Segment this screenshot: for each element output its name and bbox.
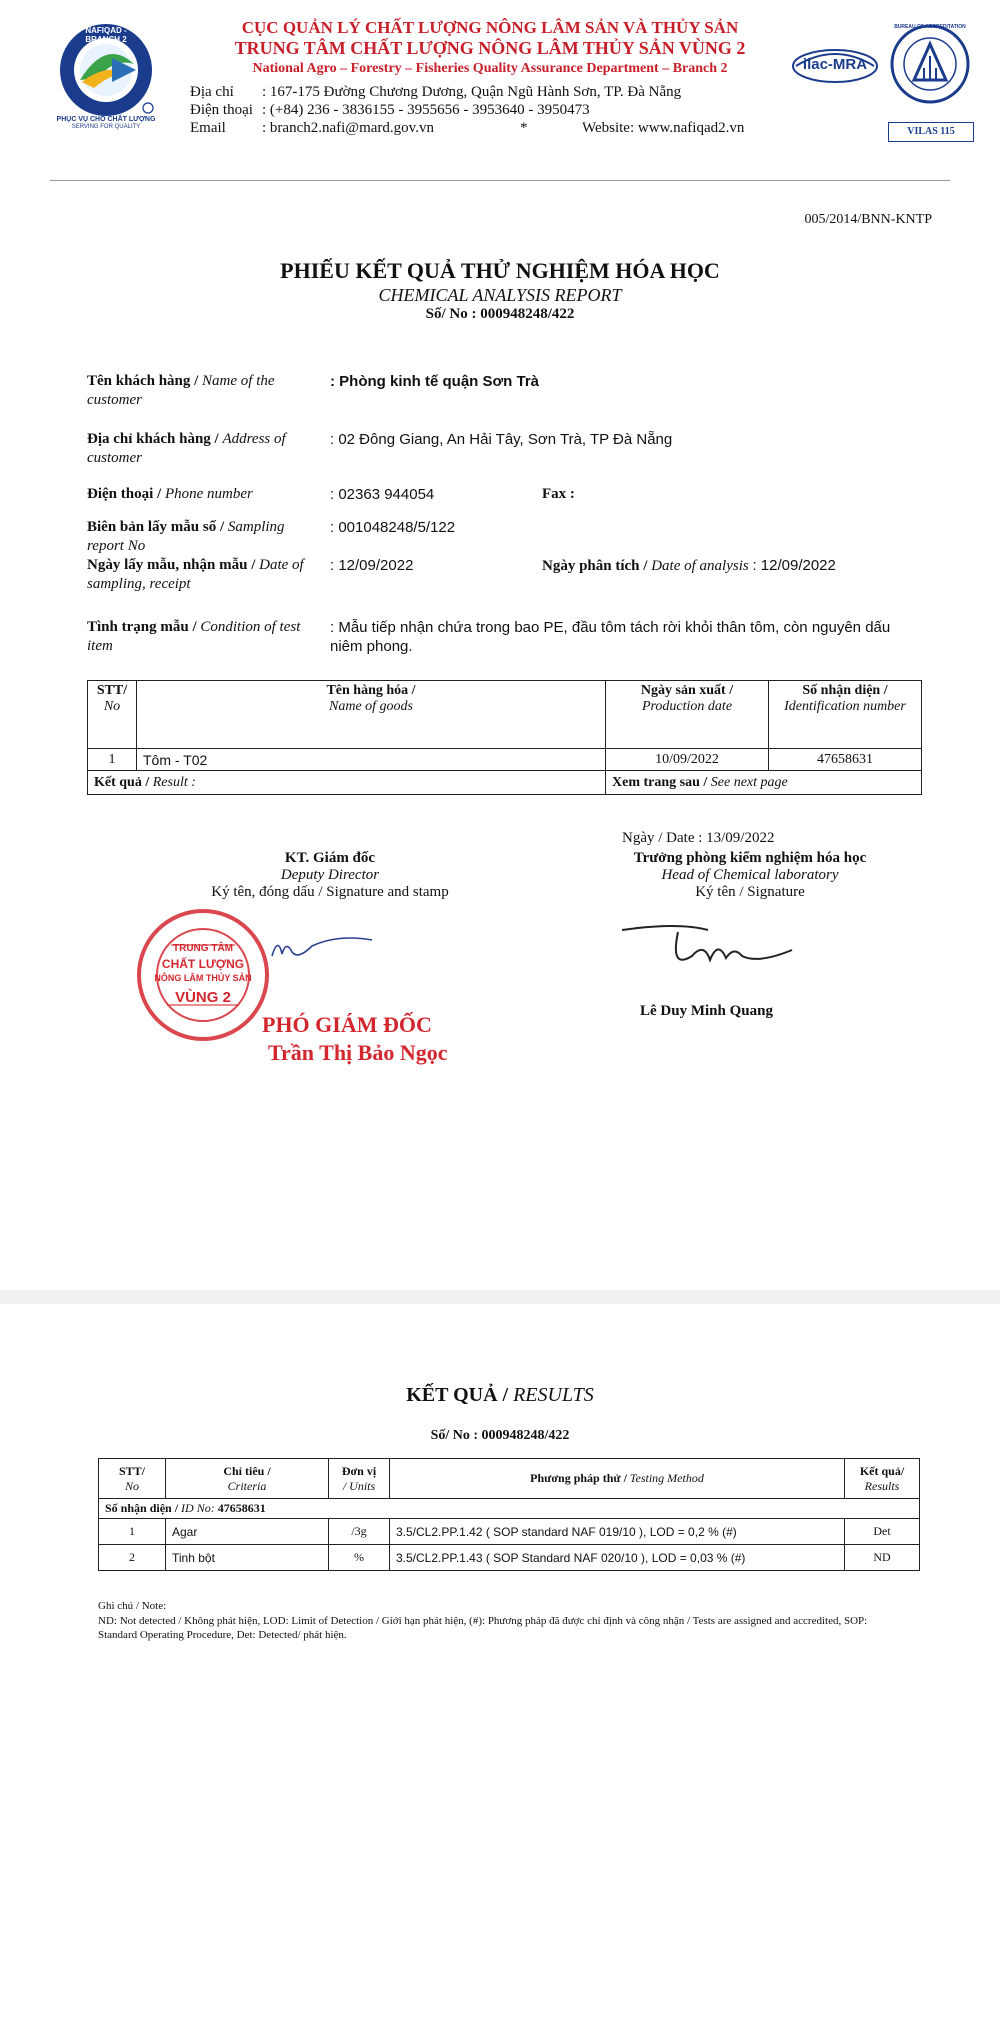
sampling-label-vn: Biên bản lấy mẫu số /: [87, 519, 225, 535]
goods-header-stt-en: No: [103, 699, 121, 714]
header-center: TRUNG TÂM CHẤT LƯỢNG NÔNG LÂM THỦY SẢN VÙNG 2: [234, 38, 746, 58]
results-id-label-en: ID No:: [181, 1501, 215, 1515]
left-signature: [268, 930, 378, 970]
results-header-criteria-en: Criteria: [227, 1478, 267, 1493]
nafiqad-logo: [50, 18, 162, 130]
logo-slogan-en: SERVING FOR QUALITY: [71, 124, 141, 130]
results-header-stt-vn: STT/: [118, 1463, 145, 1478]
left-title: KT. Giám đốc: [284, 850, 376, 866]
boa-logo: [888, 22, 972, 106]
phone-label-en: Phone number: [164, 486, 253, 502]
header-english: National Agro – Forestry – Fisheries Quality Assurance Department – Branch 2: [252, 61, 728, 76]
results-table-header: [99, 1459, 920, 1499]
address-label: [87, 430, 317, 468]
sampling-date-label: [87, 556, 327, 594]
customer-label: [87, 372, 317, 410]
results-row-criteria: Tinh bột: [166, 1545, 329, 1571]
stamp-line-1: TRUNG TÂM: [173, 943, 233, 954]
phone-value: : 02363 944054: [330, 486, 435, 503]
left-sign-label: Ký tên, đóng dấu / Signature and stamp: [211, 884, 449, 900]
results-row-result: Det: [845, 1519, 920, 1545]
goods-result-label-en: Result :: [152, 774, 196, 790]
results-title: [0, 1384, 1000, 1407]
right-signature-block: [560, 850, 940, 901]
goods-header-name-vn: Tên hàng hóa /: [326, 683, 416, 698]
results-header-result: [845, 1459, 920, 1499]
goods-table-row: [88, 749, 922, 771]
left-name: Trần Thị Bảo Ngọc: [268, 1040, 448, 1065]
results-id-label: Số nhận diện /: [105, 1501, 179, 1515]
goods-table: [87, 680, 922, 795]
results-row-result: ND: [845, 1545, 920, 1571]
results-header-method-en: Testing Method: [629, 1471, 704, 1485]
results-row-stt: 1: [99, 1519, 166, 1545]
report-title-vn: PHIẾU KẾT QUẢ THỬ NGHIỆM HÓA HỌC: [280, 258, 720, 283]
results-header-criteria: [166, 1459, 329, 1499]
report-number-label: Số/ No :: [425, 306, 477, 322]
results-title-vn: KẾT QUẢ /: [406, 1384, 509, 1406]
results-id-cell: [99, 1499, 920, 1519]
note-text: ND: Not detected / Không phát hiện, LOD: Limit of Detection / Giới hạn phát hiện, (#): Phương pháp đã được chỉ định và công nhận / Tests are assigned and accredited, SOP: Standard Operating Procedure, Det: Detected/ phát hiện.: [98, 1615, 868, 1641]
header-email-value: : branch2.nafi@mard.gov.vn: [262, 120, 434, 136]
condition-value: : Mẫu tiếp nhận chứa trong bao PE, đầu tôm tách rời khỏi thân tôm, còn nguyên dấu niêm phong.: [330, 619, 891, 655]
report-title-en: CHEMICAL ANALYSIS REPORT: [378, 285, 622, 305]
results-row-criteria: Agar: [166, 1519, 329, 1545]
results-title-en: RESULTS: [513, 1384, 594, 1406]
header-divider: [50, 180, 950, 181]
goods-row-date: 10/09/2022: [606, 749, 769, 771]
results-row-method: 3.5/CL2.PP.1.43 ( SOP Standard NAF 020/10 ), LOD = 0,03 % (#): [390, 1545, 845, 1571]
sampling-date-value: : 12/09/2022: [330, 557, 414, 574]
sampling-label: [87, 518, 317, 556]
header-phone-label: Điện thoại: [190, 102, 253, 118]
left-role: PHÓ GIÁM ĐỐC: [262, 1012, 432, 1037]
goods-header-date: [606, 681, 769, 749]
sampling-date-label-en: Date of sampling, receipt: [87, 557, 304, 592]
goods-result-value: [606, 771, 922, 795]
results-row-stt: 2: [99, 1545, 166, 1571]
results-row-unit: /3g: [329, 1519, 390, 1545]
results-header-stt-en: No: [124, 1478, 139, 1493]
goods-row-stt: 1: [88, 749, 137, 771]
header-address-value: : 167-175 Đường Chương Dương, Quận Ngũ Hành Sơn, TP. Đà Nẵng: [262, 84, 682, 100]
goods-table-result-row: [88, 771, 922, 795]
right-signature-icon: [618, 920, 808, 980]
goods-header-name: [137, 681, 606, 749]
analysis-date-label-en: Date of analysis: [651, 558, 749, 574]
logo-slogan-vn: PHỤC VỤ CHO CHẤT LƯỢNG: [56, 116, 156, 123]
results-header-unit-en: / Units: [342, 1478, 376, 1493]
header-agency: CỤC QUẢN LÝ CHẤT LƯỢNG NÔNG LÂM SẢN VÀ THỦY SẢN: [241, 18, 739, 37]
results-number-value: 000948248/422: [481, 1428, 570, 1443]
header-email-label: Email: [190, 120, 226, 136]
condition-label-vn: Tình trạng mẫu /: [87, 619, 197, 635]
phone-label-vn: Điện thoại /: [87, 486, 162, 502]
header-asterisk: *: [520, 120, 528, 136]
report-page-2: [0, 1304, 1000, 2018]
header-website: Website: www.nafiqad2.vn: [582, 120, 745, 136]
official-stamp: [133, 905, 273, 1045]
goods-header-stt-vn: STT/: [96, 683, 128, 698]
boa-icon: [888, 22, 972, 106]
condition-label-en: Condition of test item: [87, 619, 301, 654]
results-row: [99, 1545, 920, 1571]
goods-row-name: Tôm - T02: [137, 749, 606, 771]
goods-result-label-vn: Kết quả /: [94, 774, 150, 790]
results-header-unit-vn: Đơn vị: [341, 1463, 377, 1478]
left-signature-block: [150, 850, 510, 901]
goods-header-name-en: Name of goods: [329, 699, 413, 714]
logo-ring-text: NAFIQAD - BRANCH 2: [85, 26, 127, 44]
goods-table-header: [88, 681, 922, 749]
goods-result-value-en: See next page: [710, 774, 788, 790]
boa-ring-text: BUREAU OF ACCREDITATION: [894, 24, 966, 30]
header-phone-value: : (+84) 236 - 3836155 - 3955656 - 3953640 - 3950473: [262, 102, 590, 118]
report-number-value: 000948248/422: [480, 306, 575, 322]
results-header-stt: [99, 1459, 166, 1499]
ilac-mra-logo: [790, 40, 880, 92]
results-row-unit: %: [329, 1545, 390, 1571]
sign-date: Ngày / Date : 13/09/2022: [622, 830, 775, 846]
results-header-method-vn: Phương pháp thử /: [530, 1471, 627, 1485]
fax-label: Fax :: [542, 486, 575, 502]
customer-label-vn: Tên khách hàng /: [87, 373, 199, 389]
goods-header-date-vn: Ngày sản xuất /: [640, 683, 734, 698]
analysis-date: [542, 556, 836, 576]
sampling-label-en: Sampling report No: [87, 519, 285, 554]
analysis-date-value: : 12/09/2022: [752, 557, 836, 574]
right-title: Trưởng phòng kiểm nghiệm hóa học: [633, 850, 867, 866]
results-table: [98, 1458, 920, 1571]
customer-value: : Phòng kinh tế quận Sơn Trà: [330, 373, 540, 390]
goods-header-stt: [88, 681, 137, 749]
results-number-label: Số/ No :: [430, 1428, 479, 1443]
stamp-line-3: NÔNG LÂM THỦY SẢN: [154, 973, 252, 983]
page-separator: [0, 1290, 1000, 1304]
right-name: Lê Duy Minh Quang: [640, 1003, 773, 1019]
results-id-value: 47658631: [217, 1501, 266, 1515]
stamp-line-4: VÙNG 2: [175, 989, 231, 1006]
goods-result-label: [88, 771, 606, 795]
goods-header-id-en: Identification number: [784, 699, 906, 714]
results-row-method: 3.5/CL2.PP.1.42 ( SOP standard NAF 019/10 ), LOD = 0,2 % (#): [390, 1519, 845, 1545]
results-header-result-en: Results: [864, 1478, 900, 1493]
address-label-vn: Địa chỉ khách hàng /: [87, 431, 219, 447]
goods-header-id: [769, 681, 922, 749]
goods-row-id: 47658631: [769, 749, 922, 771]
results-header-method: [390, 1459, 845, 1499]
left-title-en: Deputy Director: [280, 867, 380, 883]
stamp-line-2: CHẤT LƯỢNG: [161, 957, 245, 971]
ilac-mra-text: ilac-MRA: [802, 56, 868, 73]
right-signature: [618, 920, 808, 980]
sampling-value: : 001048248/5/122: [330, 519, 456, 536]
goods-header-id-vn: Số nhận diện /: [802, 683, 888, 698]
goods-header-date-en: Production date: [641, 699, 733, 714]
doc-code: 005/2014/BNN-KNTP: [804, 212, 932, 227]
condition-label: [87, 618, 317, 656]
results-row: [99, 1519, 920, 1545]
customer-label-en: Name of the customer: [87, 373, 275, 408]
address-value: : 02 Đông Giang, An Hải Tây, Sơn Trà, TP Đà Nẵng: [330, 431, 673, 448]
results-header-unit: [329, 1459, 390, 1499]
results-number: [0, 1428, 1000, 1444]
left-signature-icon: [268, 930, 378, 970]
right-title-en: Head of Chemical laboratory: [661, 867, 839, 883]
address-label-en: Address of customer: [87, 431, 286, 466]
report-number: [0, 306, 1000, 323]
right-sign-label: Ký tên / Signature: [695, 884, 805, 900]
results-id-row: [99, 1499, 920, 1519]
vilas-badge: VILAS 115: [888, 122, 974, 142]
results-header-criteria-vn: Chỉ tiêu /: [223, 1463, 271, 1478]
note-title: Ghi chú / Note:: [98, 1600, 167, 1612]
goods-result-value-vn: Xem trang sau /: [612, 774, 708, 790]
results-header-result-vn: Kết quả/: [859, 1463, 905, 1478]
phone-label: [87, 485, 317, 504]
header-address-label: Địa chỉ: [190, 84, 234, 100]
analysis-date-label-vn: Ngày phân tích /: [542, 558, 648, 574]
sampling-date-label-vn: Ngày lấy mẫu, nhận mẫu /: [87, 557, 256, 573]
